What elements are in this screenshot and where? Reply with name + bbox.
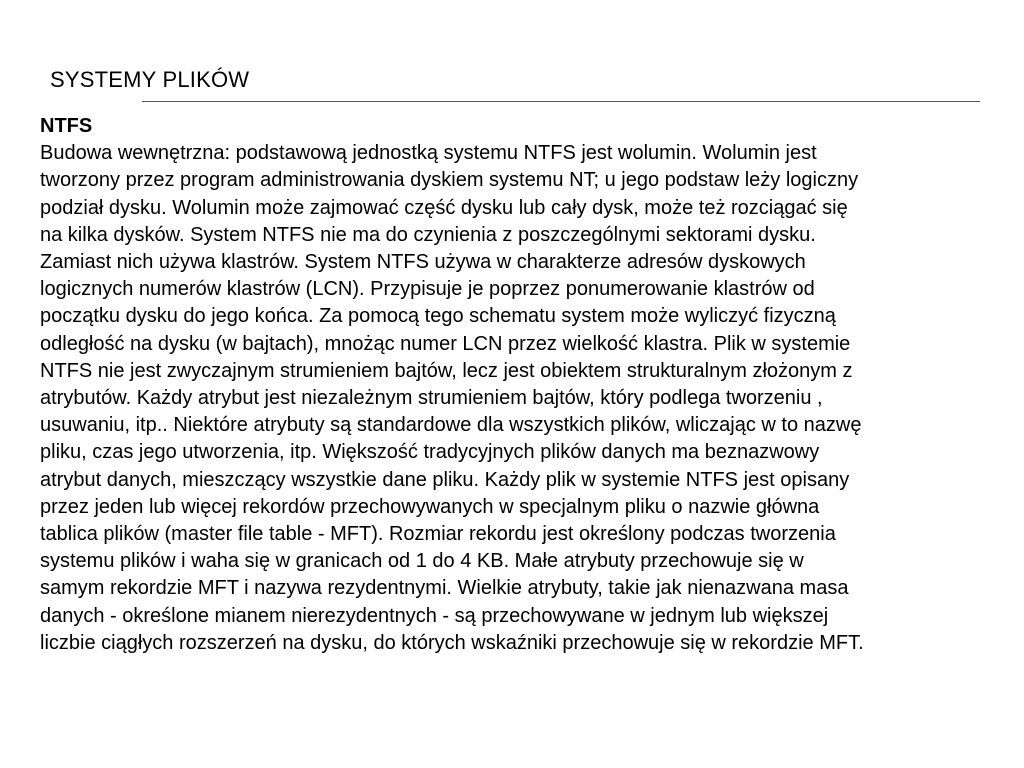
section-heading: NTFS [40, 115, 93, 137]
body-line: atrybutów. Każdy atrybut jest niezależnym strumieniem bajtów, który podlega tworzeniu , [40, 387, 823, 410]
body-line: tablica plików (master file table - MFT). Rozmiar rekordu jest określony podczas tworzenia [40, 523, 836, 546]
slide-content [40, 113, 990, 657]
body-line: liczbie ciągłych rozszerzeń na dysku, do których wskaźniki przechowuje się w rekordzie MFT. [40, 631, 864, 654]
body-line: podział dysku. Wolumin może zajmować część dysku lub cały dysk, może też rozciągać się [40, 196, 848, 219]
slide-title: SYSTEMY PLIKÓW [50, 67, 250, 92]
body-line: Zamiast nich używa klastrów. System NTFS używa w charakterze adresów dyskowych [40, 251, 806, 274]
body-line: odległość na dysku (w bajtach), mnożąc numer LCN przez wielkość klastra. Plik w systemie [40, 332, 851, 355]
body-line: tworzony przez program administrowania dyskiem systemu NT; u jego podstaw leży logiczny [40, 169, 859, 192]
body-line: na kilka dysków. System NTFS nie ma do czynienia z poszczególnymi sektorami dysku. [40, 223, 816, 246]
body-line: usuwaniu, itp.. Niektóre atrybuty są standardowe dla wszystkich plików, wliczając w to nazwę [40, 414, 862, 437]
body-line: systemu plików i waha się w granicach od 1 do 4 KB. Małe atrybuty przechowuje się w [40, 550, 804, 573]
body-line: początku dysku do jego końca. Za pomocą tego schematu system może wyliczyć fizyczną [40, 305, 836, 328]
body-line: pliku, czas jego utworzenia, itp. Większość tradycyjnych plików danych ma beznazwowy [40, 441, 820, 464]
body-line: logicznych numerów klastrów (LCN). Przypisuje je poprzez ponumerowanie klastrów od [40, 278, 815, 301]
body-line: NTFS nie jest zwyczajnym strumieniem bajtów, lecz jest obiektem strukturalnym złożonym z [40, 359, 853, 382]
body-text [40, 140, 990, 657]
title-divider [142, 101, 980, 102]
body-line: danych - określone mianem nierezydentnych - są przechowywane w jednym lub większej [40, 604, 829, 627]
body-line: atrybut danych, mieszczący wszystkie dane pliku. Każdy plik w systemie NTFS jest opisany [40, 468, 850, 491]
body-line: Budowa wewnętrzna: podstawową jednostką systemu NTFS jest wolumin. Wolumin jest [40, 142, 817, 165]
body-line: samym rekordzie MFT i nazywa rezydentnymi. Wielkie atrybuty, takie jak nienazwana masa [40, 577, 849, 600]
body-line: przez jeden lub więcej rekordów przechowywanych w specjalnym pliku o nazwie główna [40, 495, 820, 518]
